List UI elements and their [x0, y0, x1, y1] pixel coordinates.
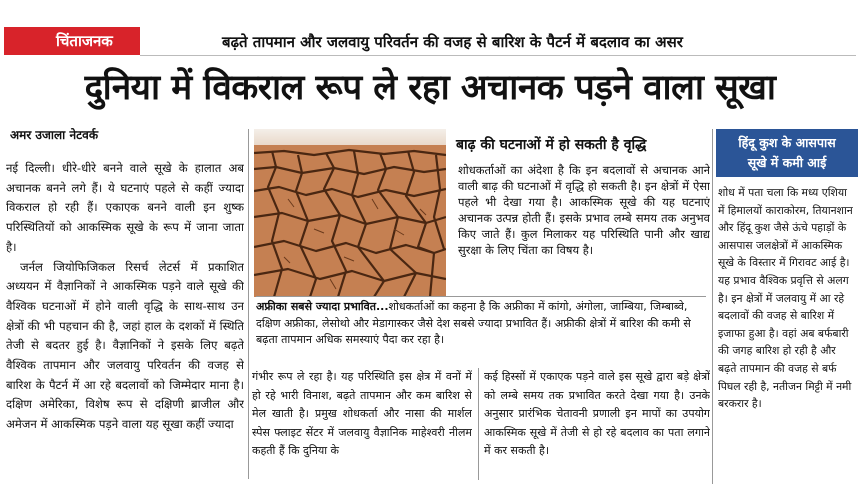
cracked-earth-photo — [254, 129, 446, 297]
sidebar-title-box — [716, 129, 858, 177]
kicker-text: बढ़ते तापमान और जलवायु परिवर्तन की वजह से बारिश के पैटर्न में बदलाव का असर — [222, 33, 683, 51]
section-tag: चिंताजनक — [4, 27, 140, 55]
section-2-title: बाढ़ की घटनाओं में हो सकती है वृद्धि — [456, 137, 647, 153]
photo-caption — [256, 296, 706, 351]
sidebar-title-line-2: सूखे में कमी आई — [747, 155, 827, 170]
section-2-text: शोधकर्ताओं का अंदेशा है कि इन बदलावों से अचानक आने वाली बाढ़ की घटनाओं में वृद्धि हो सकती है। इन क्षेत्रों में ऐसा पहले भी देखा गया है। आकस्मिक सूखे की यह घटनाएं अचानक उत्पन्न होती हैं। इसके प्रभाव लम्बे समय तक अनुभव किए जाते हैं। कुल मिलाकर यह परिस्थिति पानी और खाद्य सुरक्षा के लिए चिंता का विषय है। — [458, 163, 710, 257]
paragraph-1: नई दिल्ली। धीरे-धीरे बनने वाले सूखे के हालात अब अचानक बनने लगे हैं। ये घटनाएं पहले से कहीं ज्यादा विकराल हो रही हैं। एकाएक बनने वाली इन शुष्क परिस्थितियों को आकस्मिक सूखे के रूप में जाना जाता है। — [6, 161, 244, 254]
caption-lead: अफ्रीका सबसे ज्यादा प्रभावित... — [256, 300, 389, 313]
caption-text: शोधकर्ताओं का कहना है कि अफ्रीका में कांगो, अंगोला, जाम्बिया, जिम्बाब्वे, दक्षिण अफ्रीका, लेसोथो और मेडागास्कर जैसे देश सबसे ज्यादा प्रभावित हैं। अफ्रीकी क्षेत्रों में बारिश की कमी से बढ़ता तापमान अधिक समस्याएं पैदा कर रहा है। — [256, 300, 691, 346]
cracked-earth-image — [254, 129, 446, 297]
article-column-4: कई हिस्सों में एकाएक पड़ने वाले इस सूखे द्वारा बड़े क्षेत्रों को लम्बे समय तक प्रभावित करते देखा गया है। उनके अनुसार प्रारंभिक चेतावनी प्रणाली इन मापों का उपयोग आकस्मिक सूखे में तेजी से हो रहे बदलाव का पता लगाने में कर सकती है। — [484, 370, 710, 457]
headline: दुनिया में विकराल रूप ले रहा अचानक पड़ने वाला सूखा — [84, 68, 776, 108]
sidebar-text: शोध में पता चला कि मध्य एशिया में हिमालयों काराकोरम, तियानशान और हिंदू कुश जैसे ऊंचे पहाड़ों के आसपास जलक्षेत्रों में आकस्मिक सूखे के विस्तार में गिरावट आई है। यह प्रभाव वैश्विक प्रवृत्ति से अलग है। इन क्षेत्रों में जलवायु में आ रहे बदलावों की वजह से बारिश में इजाफा हुआ है। वहां अब बर्फबारी की जगह बारिश हो रही है और बढ़ते तापमान की वजह से बर्फ पिघल रही है, नतीजन मिट्टी में नमी बरकरार है। — [718, 186, 853, 411]
article-column-3: गंभीर रूप ले रहा है। यह परिस्थिति इस क्षेत्र में वनों में हो रहे भारी विनाश, बढ़ते तापमान और कम बारिश से मेल खाती है। प्रमुख शोधकर्ता और नासा की मार्शल स्पेस फ्लाइट सेंटर में जलवायु वैज्ञानिक माहेश्वरी नीलम कहती हैं कि दुनिया के — [252, 370, 472, 457]
paragraph-2: जर्नल जियोफिजिकल रिसर्च लेटर्स में प्रकाशित अध्ययन में वैज्ञानिकों ने आकस्मिक पड़ने वाले सूखे की वैश्विक घटनाओं में होने वाली वृद्धि के साथ-साथ उन क्षेत्रों की भी पहचान की है, जहां हाल के दशकों में स्थिति तेजी से बदतर हुई है। वैज्ञानिकों ने इसके लिए बढ़ते वैश्विक तापमान और जलवायु परिवर्तन की वजह से बारिश के पैटर्न में आ रहे बदलावों को जिम्मेदार माना है। दक्षिण अमेरिका, विशेष रूप से दक्षिणी ब्राजील और अमेजन में आकस्मिक पड़ने वाला यह सूखा कहीं ज्यादा — [6, 259, 244, 432]
article-column-1 — [6, 159, 244, 479]
column-divider — [712, 129, 713, 484]
column-divider — [478, 368, 479, 480]
sidebar-title-line-1: हिंदू कुश के आसपास — [738, 135, 836, 150]
byline: अमर उजाला नेटवर्क — [10, 128, 99, 142]
column-divider — [248, 129, 249, 479]
